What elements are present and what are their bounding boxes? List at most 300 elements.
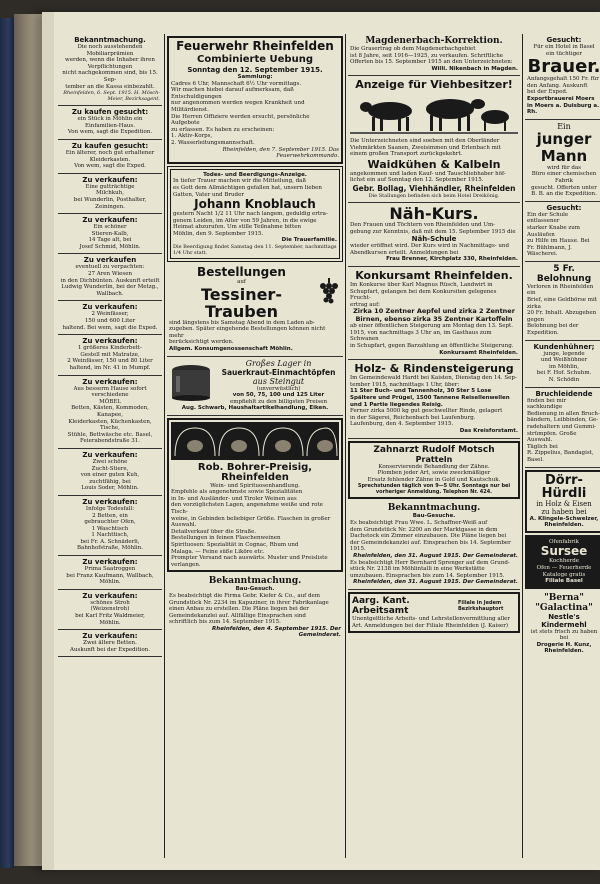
text-line: Mobiliarprämien <box>86 50 134 57</box>
magden-ad <box>348 34 520 76</box>
classified-ad-text <box>60 600 160 626</box>
text-line: (Weizenstroh) <box>90 606 130 613</box>
text-line: Fr. Bühlmann, J. Wäscherei. <box>527 244 572 258</box>
berna-line4: ist stets frisch zu haben bei <box>530 628 598 642</box>
classified-ad-text <box>60 640 160 653</box>
text-line: Von wem, sagt die Exped. <box>74 163 146 170</box>
mann-big: junger Mann <box>536 129 592 165</box>
text-line: finden bei mir sachkundige <box>527 397 567 411</box>
berna-line1: "Berna" <box>544 592 584 603</box>
holz-title: Holz- & Rindensteigerung <box>354 362 514 376</box>
text-line: den vorzüglichsten Lagen, angenehme weiße und rote Tisch- <box>171 502 323 515</box>
text-line: starker Knabe zum Ausläufen <box>527 224 581 238</box>
text-line: ist 8 Jahre, seit 1916—1925, zu verkaufen. Schriftliche <box>350 52 504 59</box>
zahnarzt-hours: Sprechstunden täglich von 9—5 Uhr. Sonntags nur bei vorheriger Anmeldung. Telephon Nr. 424. <box>357 483 511 496</box>
sauerkraut-line6: empfiehlt zu den billigsten Preisen <box>229 398 328 405</box>
classified-ad <box>58 376 162 449</box>
text-line: radehaltern und Gummi- <box>527 423 596 430</box>
text-line: Möhlin. <box>99 579 121 586</box>
kunden-title: Kundenhühner; <box>533 342 595 351</box>
text-line: 1 Nachttisch, <box>91 532 129 539</box>
bekannt2-sub: Bau-Gesuche. <box>412 513 456 520</box>
konkurs-ad <box>348 267 520 360</box>
text-line: weine, in Gebinden beliebiger Größe. Flaschen in großer <box>171 515 331 522</box>
classified-ad-title: Zu verkaufen: <box>82 558 138 567</box>
text-line: Die Herren Offiziere werden ersucht, persönliche Aufgebote <box>171 113 310 127</box>
nahkurs-text2 <box>350 243 518 256</box>
text-line: tember an die Kassa einbezahlt. <box>65 83 155 90</box>
text-line: Gatten, Vater und Bruder <box>173 191 244 198</box>
text-line: Schupfart, gelangen bei dem Konkursiten gelegenes Frucht- <box>350 288 497 302</box>
text-line: gesucht. Offerten unter <box>531 184 597 191</box>
death-title: Todes- und Beerdigungs-Anzeige. <box>203 171 307 178</box>
text-line: bei Karl Fritz Waldmeier, <box>75 613 145 620</box>
column-1 <box>58 34 162 858</box>
book-binding <box>0 18 14 868</box>
classified-ad-title: Bekanntmachung. <box>74 36 146 44</box>
feuerwehr-text <box>171 81 339 147</box>
text-line: R. Zippelius, Bandagist, Basel. <box>527 450 594 463</box>
column-rule <box>345 34 346 858</box>
feuerwehr-sign: Rheinfelden, den 7. September 1915. Das Feuerwehrkommando. <box>222 146 339 160</box>
text-line: 27 Aren Wiesen <box>87 271 133 278</box>
zahnarzt-title: Zahnarzt Rudolf Motsch <box>373 444 495 455</box>
text-line: in Schupfart, gegen Barzahlung an öffentliche Steigerung. <box>350 343 514 350</box>
text-line: Büro einer chemischen Fabrik <box>531 171 597 184</box>
text-line: Gestell mit Matratze, <box>80 351 140 358</box>
classified-ad-text <box>60 345 160 371</box>
text-line: Bahnhofstraße, Möhlin. <box>77 545 143 552</box>
text-line: schriftlich bis zum 14. September 1915. <box>169 619 281 626</box>
death-notice <box>167 166 343 262</box>
junger-mann-ad <box>525 120 600 202</box>
durr-ad <box>525 470 600 533</box>
classified-ad-title: Zu verkaufen: <box>82 497 138 506</box>
text-line: Den Frauen und Töchtern von Rheinfelden und Um- <box>350 221 496 228</box>
text-line: Stieren-Kalb, <box>91 230 129 237</box>
bohrer-sub: Wein- und Spirituosenhandlung. <box>210 482 300 489</box>
text-line: Milchkuh, <box>96 190 124 197</box>
brauer-text <box>527 76 600 96</box>
konkurs-text <box>350 282 518 308</box>
text-line: in der Sägerei, Reichenbach bei Laufenburg. <box>350 414 476 421</box>
cattle-illustration <box>350 91 518 135</box>
classified-ad <box>58 590 162 630</box>
text-line: Konservierende Behandlung der Zähne. <box>378 463 490 470</box>
text-line: Kleiderkasten. <box>89 156 131 163</box>
text-line: 1 größeres Kinderbett- <box>78 345 142 352</box>
brauer-ad <box>525 34 600 120</box>
sauerkraut-sign: Aug. Schwarb, Haushaltartikelhandlung, Eiken. <box>181 405 329 412</box>
classified-ad <box>58 449 162 496</box>
arbeitsamt-ad <box>348 592 520 633</box>
text-line: ein tüchtiger <box>545 50 583 57</box>
text-line: Art. Anmeldungen bei der Filiale Rheinfelden (J. Kaiser) <box>352 622 509 629</box>
bekannt2-sign: Rheinfelden, den 31. August 1915. Der Gemeinderat. <box>353 552 518 559</box>
bruchleidende-ad <box>525 388 600 468</box>
nahkurs-sign: Frau Brenner, Kirchplatz 330, Rheinfelden. <box>386 256 518 263</box>
text-line: Im Konkurse über Karl Magnus Rüsch, Landwirt in <box>350 281 493 288</box>
trauben-big: Tessiner-Trauben <box>201 284 282 321</box>
text-line: werden, wenn die Inhaber ihren Verpflichtungen <box>65 57 155 70</box>
bekannt2-text <box>350 520 518 553</box>
text-line: Bedienung in allen Bruch- <box>527 410 600 417</box>
text-line: Grundstück Nr. 2234 im Kapuziner, in ihrer Fabrikanlage <box>169 599 329 606</box>
sursee-line5: Kataloge gratis <box>542 571 586 578</box>
text-line: im Möhlin, <box>548 363 580 370</box>
aargau-branch: Filiale in Jedem Bezirkshauptort <box>458 599 504 612</box>
text-line: Malaga. — Feine süße Liköre etc. <box>171 548 265 555</box>
classified-ad-title: Zu verkaufen: <box>82 337 138 346</box>
text-line: Viehmärkten Saanen, Zweisimmen und Erlenbach mit <box>350 144 501 151</box>
grapes-icon <box>317 278 341 308</box>
bekannt-sign: Rheinfelden, den 4. September 1915. Der Gemeinderat. <box>212 625 341 639</box>
classified-ad-title: Zu kaufen gesucht: <box>71 141 149 150</box>
text-line: einen Anbau zu erstellen. Die Pläne liegen bei der <box>169 606 309 613</box>
classified-ad <box>58 34 162 106</box>
durr-sign: A. Klingele-Schwelzer, Rheinfelden. <box>529 515 599 529</box>
holz-bold: 11 Ster Buch- und Tannenholz, 30 Ster 5 Lose Spältere und Prügel, 1500 Tannene Reisellenwellen und 1 Partie liegendes Reisig. <box>350 388 510 408</box>
text-line: Von wem, sagt die Expedition. <box>67 129 153 136</box>
text-line: bei F. Hof. Schuhm. <box>536 370 592 377</box>
text-line: Infolge Todesfall: <box>85 505 135 512</box>
classified-ad-text <box>60 386 160 445</box>
text-line: Zucht-Stiere, <box>91 465 129 472</box>
text-line: Ferner zirka 5000 kg gut geschwellter Rinde, gelagert <box>350 408 503 415</box>
classified-ad-title: Zu verkaufen: <box>82 632 138 641</box>
death-name: Johann Knoblauch <box>194 197 316 212</box>
text-line: Im Gemeindewald Hardt bei Kaisten, Dienstag den 14. Sep- <box>350 375 517 382</box>
death-family: Die Trauerfamilie. <box>281 237 337 244</box>
bekanntmachung-2 <box>348 501 520 590</box>
bekanntmachung-baugesuch <box>167 574 343 642</box>
trauben-title: Bestellungen <box>197 265 286 280</box>
text-line: Detailverkauf über die Straße. <box>171 528 257 535</box>
holz-place: Laufenburg, den 4. September 1915. <box>350 421 454 428</box>
text-line: eventuell zu verpachten: <box>75 264 145 271</box>
belohnung-text <box>527 284 600 337</box>
brauer-sign: Exportbrauerei Moers in Moers a. Duisburg a. Rh. <box>527 95 600 116</box>
text-line: Aus besserm Hause sofort <box>73 385 147 392</box>
gesucht2-title: Gesucht: <box>546 203 582 212</box>
text-line: Ersatz fehlender Zähne in Gold und Kautschuk. <box>367 476 501 483</box>
trauben-ad <box>167 264 343 357</box>
mann-pre: Ein <box>557 121 571 131</box>
text-line: 2 Weinfässer, <box>91 311 129 318</box>
text-line: zu erlassen. Es haben zu erscheinen: <box>171 126 275 133</box>
zahnarzt-place: Pratteln <box>415 454 453 464</box>
classified-ad <box>58 630 162 657</box>
column-rule <box>522 34 523 858</box>
zahnarzt-ad <box>348 441 520 500</box>
text-line: wird für das <box>547 164 581 171</box>
text-line: Täglich bei <box>527 443 558 450</box>
classified-ad <box>58 106 162 140</box>
classified-ad-title: Zu verkaufen: <box>82 591 138 600</box>
text-line: Es beabsichtigt die Firma Gebr. Kiefer & Co., auf dem <box>169 592 320 599</box>
text-line: zugeben. Später eingehende Bestellungen können nicht mehr <box>169 326 326 339</box>
text-line: Möhlin. <box>99 619 121 626</box>
text-line: B. B. an die Expedition. <box>531 191 597 198</box>
sauerkraut-line5: von 50, 75, 100 und 125 Liter <box>232 392 325 399</box>
bekannt2-sign2: Rheinfelden, den 31. August 1915. Der Gemeinderat. <box>353 579 518 586</box>
column-4 <box>525 34 600 858</box>
classified-ad <box>58 174 162 214</box>
konkurs-sign: Konkursamt Rheinfelden. <box>439 349 518 356</box>
text-line: haltend, im Nr. 41 in Mumpf. <box>69 365 151 371</box>
text-line: Brief, eine Geldbörse mit zirka <box>527 297 597 310</box>
text-line: bei Wunderlin, Posthalter, Zeiningen. <box>73 196 147 210</box>
classified-ad-title: Zu kaufen gesucht: <box>71 108 149 117</box>
aargau-text <box>352 616 516 629</box>
classified-ad-text <box>60 184 160 210</box>
text-line: bei Fr. A. Schnäderli, <box>80 538 140 545</box>
text-line: in Holz & Eisen <box>536 499 592 508</box>
classified-ad-sign: Rheinfelden, 6. Sept. 1915. H. Mösch-Meier, Bezirksagent. <box>63 90 160 103</box>
text-line: Prima Saatroggen <box>84 566 136 573</box>
durr-text <box>529 500 599 516</box>
nahkurs-school: Näh-Schule <box>411 235 457 244</box>
text-line: zu Hilfe im Hause. Bei <box>527 238 590 245</box>
text-line: Anfangsgehalt 150 Fr. für <box>527 76 599 83</box>
text-line: Josef Schmid, Möhlin. <box>79 243 141 250</box>
vieh-text2 <box>350 171 518 184</box>
text-line: Für ein Hotel in Basel <box>533 44 595 50</box>
text-line: ab einer öffentlichen Steigerung am Montag den 13. Sept. <box>350 323 513 330</box>
feuerwehr-ad <box>167 36 343 164</box>
berna-line3: Nestle's Kindermehl <box>541 612 587 629</box>
mann-text <box>527 165 600 198</box>
classified-ad-text <box>60 566 160 586</box>
text-line: bändern, Leibbinden, Ge- <box>527 417 599 424</box>
holz-ad <box>348 360 520 438</box>
text-line: Unentgeltliche Arbeits- und Lehrstellenvermittlung aller <box>352 615 511 622</box>
text-line: Stühle, Bettwäsche etc. Basel, <box>67 431 153 438</box>
text-line: Bestellungen in feinen Flaschenweinen <box>171 535 281 542</box>
newspaper-page <box>42 12 600 870</box>
classified-ad <box>58 214 162 254</box>
belohnung-title: 5 Fr. Belohnung <box>536 263 592 284</box>
text-line: 2 Weinfässer, 150 und 80 Liter <box>67 358 153 365</box>
text-line: Dachstock ein Zimmer einzubauen. Die Pläne liegen bei <box>350 533 507 540</box>
text-line: haltend. Bei wem, sagt die Exped. <box>62 324 158 331</box>
text-line: Prompter Versand nach auswärts. Muster und Preisliste <box>171 555 328 562</box>
berna-ad <box>525 591 600 658</box>
text-line: Es beabsichtigt Herr Bernhard Sprenger auf dem Grund- <box>350 559 510 566</box>
sursee-line2: Sursee <box>540 544 588 559</box>
classified-ad-text <box>60 224 160 250</box>
text-line: und Weißhühner <box>540 357 588 364</box>
aargau-title: Aarg. Kant. Arbeitsamt <box>352 595 410 616</box>
sauerkraut-ad <box>167 357 343 416</box>
text-line: stück Nr. 2138 im Möhlintalli in eine Werkstätte <box>350 566 485 573</box>
text-line: umzubauen. Einsprachen bis zum 14. September 1915. <box>350 572 505 579</box>
text-line: Auswahl. <box>171 522 197 529</box>
text-line: lichst ein auf Sonntag den 12. September 1915. <box>350 177 484 184</box>
classified-ad-title: Zu verkaufen: <box>82 175 138 184</box>
feuerwehr-sammlung: Sammlung: <box>237 74 273 80</box>
vieh-text <box>350 138 518 158</box>
holz-text <box>350 375 518 388</box>
bekannt-sub: Bau-Gesuch. <box>235 586 275 593</box>
vieh-note: Die Stallungen befinden sich beim Hotel Dreikönig. <box>368 192 500 199</box>
text-line: der Gemeindekanzlei auf. Einsprachen bis 14. September 1915. <box>350 539 511 553</box>
classified-ad-text <box>60 150 160 170</box>
text-line: angekommen und laden Kauf- und Tauschliebhaber höf- <box>350 170 506 177</box>
column-3 <box>348 34 520 858</box>
brauer-big: Brauer. <box>527 56 600 78</box>
text-line: genem Leiden, im Alter von 59 Jahren, in die ewige <box>173 217 317 224</box>
classified-ad-title: Zu verkaufen: <box>82 377 138 386</box>
konkurs-text2 <box>350 323 518 349</box>
vieh-big: Waidkühen & Kalbeln <box>367 157 501 171</box>
text-line: zuchtfähig, bei <box>89 478 131 485</box>
text-line: Offerten bis 15. September 1915 an den Unterzeichneten: <box>350 59 513 66</box>
gesucht-title: Gesucht: <box>546 36 582 44</box>
text-line: nicht nachgekommen sind, bis 15. Sep- <box>62 70 158 83</box>
gesucht2-text <box>527 212 600 258</box>
text-line: berücksichtigt werden. <box>169 339 234 346</box>
text-line: Abendkursen erteilt. Anmeldungen bei <box>350 249 459 256</box>
bruch-title: Bruchleidende <box>535 389 593 398</box>
vieh-title: Anzeige für Viehbesitzer! <box>355 78 513 92</box>
holz-sign: Das Kreisforstamt. <box>459 428 518 434</box>
bohrer-text <box>171 489 339 568</box>
text-line: den Anfang. Auskunft <box>527 82 588 89</box>
text-line: N. Schödin <box>548 377 580 383</box>
text-line: verlangen. <box>171 561 201 568</box>
death-text <box>173 178 337 198</box>
magden-sign: Willi. Nikenbach in Magden. <box>431 65 518 72</box>
text-line: Ludwig Wunderlin, bei der Metzg., <box>61 284 159 291</box>
sauerkraut-line2: Sauerkraut-Einmachtöpfen <box>221 367 336 377</box>
text-line: zu haben bei <box>541 507 587 516</box>
text-line: in In- und Ausländer- und Tiroler Weinen aus <box>171 495 297 502</box>
text-line: ertrag auf: <box>350 301 380 308</box>
text-line: Kleiderkasten, Küchenkasten, Tische, <box>68 418 152 432</box>
classified-ad <box>58 496 162 556</box>
classified-ad <box>58 335 162 375</box>
text-line: verschiedene <box>91 392 129 399</box>
berna-sign: Drogerie H. Kunz, Rheinfelden. <box>536 641 592 655</box>
kunden-text <box>527 351 600 384</box>
nahkurs-text <box>350 222 518 235</box>
classified-ad-text <box>60 311 160 331</box>
holz-text2 <box>350 408 518 421</box>
text-line: Cadres 6 Uhr, Mannschaft 6½ Uhr vormittags. <box>171 80 302 87</box>
column-2 <box>167 34 343 858</box>
text-line: Die noch ausstehenden <box>77 44 143 50</box>
classified-ad <box>58 140 162 174</box>
text-line: dem Grundstück Nr. 2200 an der Marktgasse in dem <box>350 526 498 533</box>
classified-ad <box>58 301 162 335</box>
classified-ad <box>58 254 162 301</box>
text-line: 14 Tage alt, bei <box>88 237 132 244</box>
text-line: junge, legende <box>543 350 585 357</box>
sauerkraut-line1: Großes Lager in <box>245 358 312 368</box>
trauben-sign: Allgem. Konsumgenossenschaft Möhlin. <box>169 346 293 353</box>
nahkurs-ad <box>348 203 520 267</box>
sursee-line6: Filiale Basel <box>545 578 583 585</box>
bekannt-text <box>169 593 341 626</box>
column-rule <box>164 34 165 858</box>
sursee-ad <box>525 535 600 589</box>
sauerkraut-line4: (unverwüstlich) <box>256 385 301 392</box>
classified-ad-title: Zu verkaufen: <box>82 216 138 225</box>
bekannt2-title: Bekanntmachung. <box>387 503 481 514</box>
text-line: bei Franz Kaufmann, Wallbach, <box>66 572 154 579</box>
bruch-text <box>527 398 600 464</box>
text-line: MÖBEL <box>99 398 121 405</box>
text-line: Ein älterer, noch gut erhaltener <box>65 149 155 156</box>
trauben-text <box>169 320 341 346</box>
vieh-sign: Gebr. Bollag, Viehhändler, Rheinfelden <box>352 183 516 193</box>
text-line: sind längstens bis Samstag Abend in dem Laden ab- <box>169 319 315 326</box>
text-line: es Gott dem Allmächtigen gefallen hat, unsern lieben <box>173 184 322 191</box>
bohrer-title: Rob. Bohrer-Preisig, Rheinfelden <box>197 461 313 483</box>
feuerwehr-title: Feuerwehr Rheinfelden <box>176 39 334 53</box>
text-line: 2 Betten, ein <box>92 512 128 519</box>
text-line: Zwei schöne <box>92 458 128 465</box>
text-line: gestern Nacht 1/2 11 Uhr nach langem, geduldig ertra- <box>173 211 328 218</box>
text-line: gebung zur Kenntnis, daß mit dem 15. September 1915 die <box>350 228 516 235</box>
magden-title: Magdenerbach-Korrektion. <box>365 36 503 46</box>
bekannt-title: Bekanntmachung. <box>208 576 302 587</box>
vieh-ad <box>348 76 520 203</box>
text-line: von einer guten Kuh, <box>80 472 140 479</box>
classified-ad-text <box>60 44 160 90</box>
gesucht2-ad <box>525 202 600 262</box>
bekannt2-text2 <box>350 560 518 580</box>
classified-ad-title: Zu verkaufen <box>83 256 137 265</box>
text-line: Wir machen hiebei darauf aufmerksam, daß Entschuldigungen <box>171 87 294 100</box>
classified-ad-text <box>60 116 160 136</box>
death-funeral: Die Beerdigung findet Samstag den 11. September, nachmittags 1/4 Uhr statt. <box>173 244 337 257</box>
classified-ad-text <box>60 506 160 552</box>
kunden-ad <box>525 341 600 388</box>
text-line: Gemeindekanzlei auf. Allfällige Einsprachen sind <box>169 612 306 619</box>
text-line: Heimat abzurufen. Um stille Teilnahme bitten <box>173 224 302 231</box>
text-line: Feierabendstraße 31. <box>80 438 140 445</box>
text-line: 1. Aktiv-Korps, <box>171 133 213 140</box>
sursee-line3: Kochherde <box>548 558 580 565</box>
sursee-line4: Ofen — Feuerherde <box>536 564 592 571</box>
death-text2 <box>173 211 337 231</box>
text-line: Verloren in Rheinfelden ein <box>527 283 594 297</box>
classified-ad-title: Zu verkaufen: <box>82 450 138 459</box>
text-line: gebrauchter Ofen, <box>84 519 136 526</box>
konkurs-title: Konkursamt Rheinfelden. <box>355 268 513 282</box>
belohnung-ad <box>525 262 600 341</box>
text-line: schönes Stroh <box>90 599 130 606</box>
trauben-sub: auf <box>237 279 246 286</box>
text-line: 20 Fr. Inhalt. Abzugeben gegen <box>527 310 597 323</box>
text-line: bei der Exped. <box>527 89 568 96</box>
text-line: Zwei ältere Betten. <box>83 640 137 647</box>
text-line: Ein der Schule entlassener <box>527 211 569 225</box>
classified-ad <box>58 556 162 590</box>
text-line: Auskunft bei der Expedition. <box>70 646 150 653</box>
wine-cellar-illustration <box>171 422 339 460</box>
text-line: Einfamilien-Haus. <box>85 122 135 129</box>
feuerwehr-date: Sonntag den 12. September 1915. <box>187 66 323 74</box>
death-place: Möhlin, den 9. September 1915. <box>173 230 264 237</box>
zahnarzt-text <box>352 464 516 484</box>
text-line: Louis Soder, Möhlin. <box>81 485 139 492</box>
text-line: ein Stück in Möhlin ein <box>77 116 143 123</box>
text-line: 2. Wasserleitungsmannschaft. <box>171 139 255 146</box>
text-line: strümpfen. Große Auswahl. <box>527 430 577 444</box>
